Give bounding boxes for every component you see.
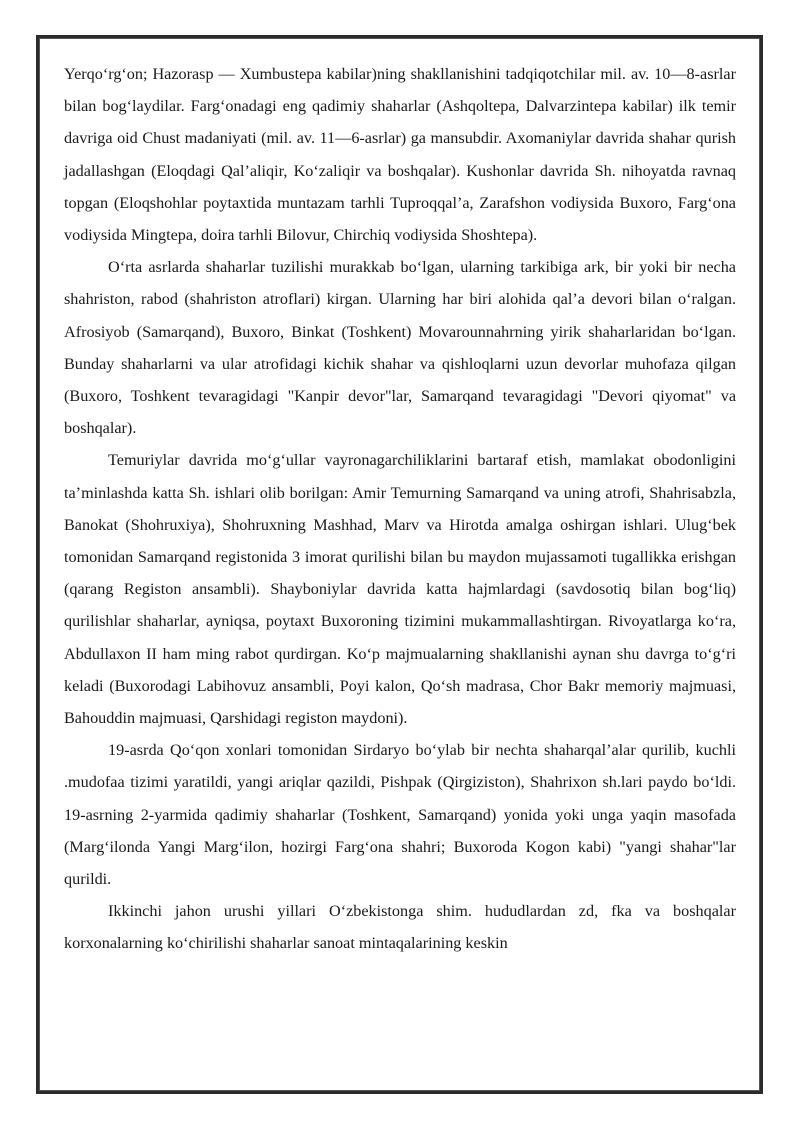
paragraph-2: O‘rta asrlarda shaharlar tuzilishi murakkab bo‘lgan, ularning tarkibiga ark, bir yoki bir necha shahriston, rabod (shahriston atroflari) kirgan. Ularning har biri alohida qal’a devori bilan o‘ralgan. Afrosiyob (Samarqand), Buxoro, Binkat (Toshkent) Movarounnahrning yirik shaharlaridan bo‘lgan. Bunday shaharlarni va ular atrofidagi kichik shahar va qishloqlarni uzun devorlar muhofaza qilgan (Buxoro, Toshkent tevaragidagi "Kanpir devor"lar, Samarqand tevaragidagi "Devori qiyomat" va boshqalar). (64, 258, 736, 438)
paragraph-3: Temuriylar davrida mo‘g‘ullar vayronagarchiliklarini bartaraf etish, mamlakat obodonligini ta’minlashda katta Sh. ishlari olib borilgan: Amir Temurning Samarqand va uning atrofi, Shahrisabzla, Banokat (Shohruxiya), Shohruxning Mashhad, Marv va Hirotda amalga oshirgan ishlari. Ulug‘bek tomonidan Samarqand registonida 3 imorat qurilishi bilan bu maydon mujassamoti tugallikka erishgan (qarang Registon ansambli). Shayboniylar davrida katta hajmlardagi (savdosotiq bilan bog‘liq) qurilishlar shaharlar, ayniqsa, poytaxt Buxoroning tizimini mukammallashtirgan. Rivoyatlarga ko‘ra, Abdullaxon II ham ming rabot qurdirgan. Ko‘p majmualarning shakllanishi aynan shu davrga to‘g‘ri keladi (Buxorodagi Labihovuz ansambli, Poyi kalon, Qo‘sh madrasa, Chor Bakr memoriy majmuasi, Bahouddin majmuasi, Qarshidagi registon maydoni). (64, 451, 736, 728)
paragraph-4: 19-asrda Qo‘qon xonlari tomonidan Sirdaryo bo‘ylab bir nechta shaharqal’alar qurilib, kuchli .mudofaa tizimi yaratildi, yangi ariqlar qazildi, Pishpak (Qirgiziston), Shahrixon sh.lari paydo bo‘ldi. 19-asrning 2-yarmida qadimiy shaharlar (Toshkent, Samarqand) yonida yoki unga yaqin masofada (Marg‘ilonda Yangi Marg‘ilon, hozirgi Farg‘ona shahri; Buxoroda Kogon kabi) "yangi shahar"lar qurildi. (64, 741, 736, 889)
paragraph-1: Yerqo‘rg‘on; Hazorasp — Xumbustepa kabilar)ning shakllanishini tadqiqotchilar mil. av. 10—8-asrlar bilan bog‘laydilar. Farg‘onadagi eng qadimiy shaharlar (Ashqoltepa, Dalvarzintepa kabilar) ilk temir davriga oid Chust madaniyati (mil. av. 11—6-asrlar) ga mansubdir. Axomaniylar davrida shahar qurish jadallashgan (Eloqdagi Qal’aliqir, Ko‘zaliqir va boshqalar). Kushonlar davrida Sh. nihoyatda ravnaq topgan (Eloqshohlar poytaxtida muntazam tarhli Tuproqqal’a, Zarafshon vodiysida Buxoro, Farg‘ona vodiysida Mingtepa, doira tarhli Bilovur, Chirchiq vodiysida Shoshtepa). (64, 65, 736, 245)
paragraph-5: Ikkinchi jahon urushi yillari O‘zbekistonga shim. hududlardan zd, fka va boshqalar korxonalarning ko‘chirilishi shaharlar sanoat mintaqalarining keskin (64, 902, 736, 953)
document-body (64, 58, 736, 960)
